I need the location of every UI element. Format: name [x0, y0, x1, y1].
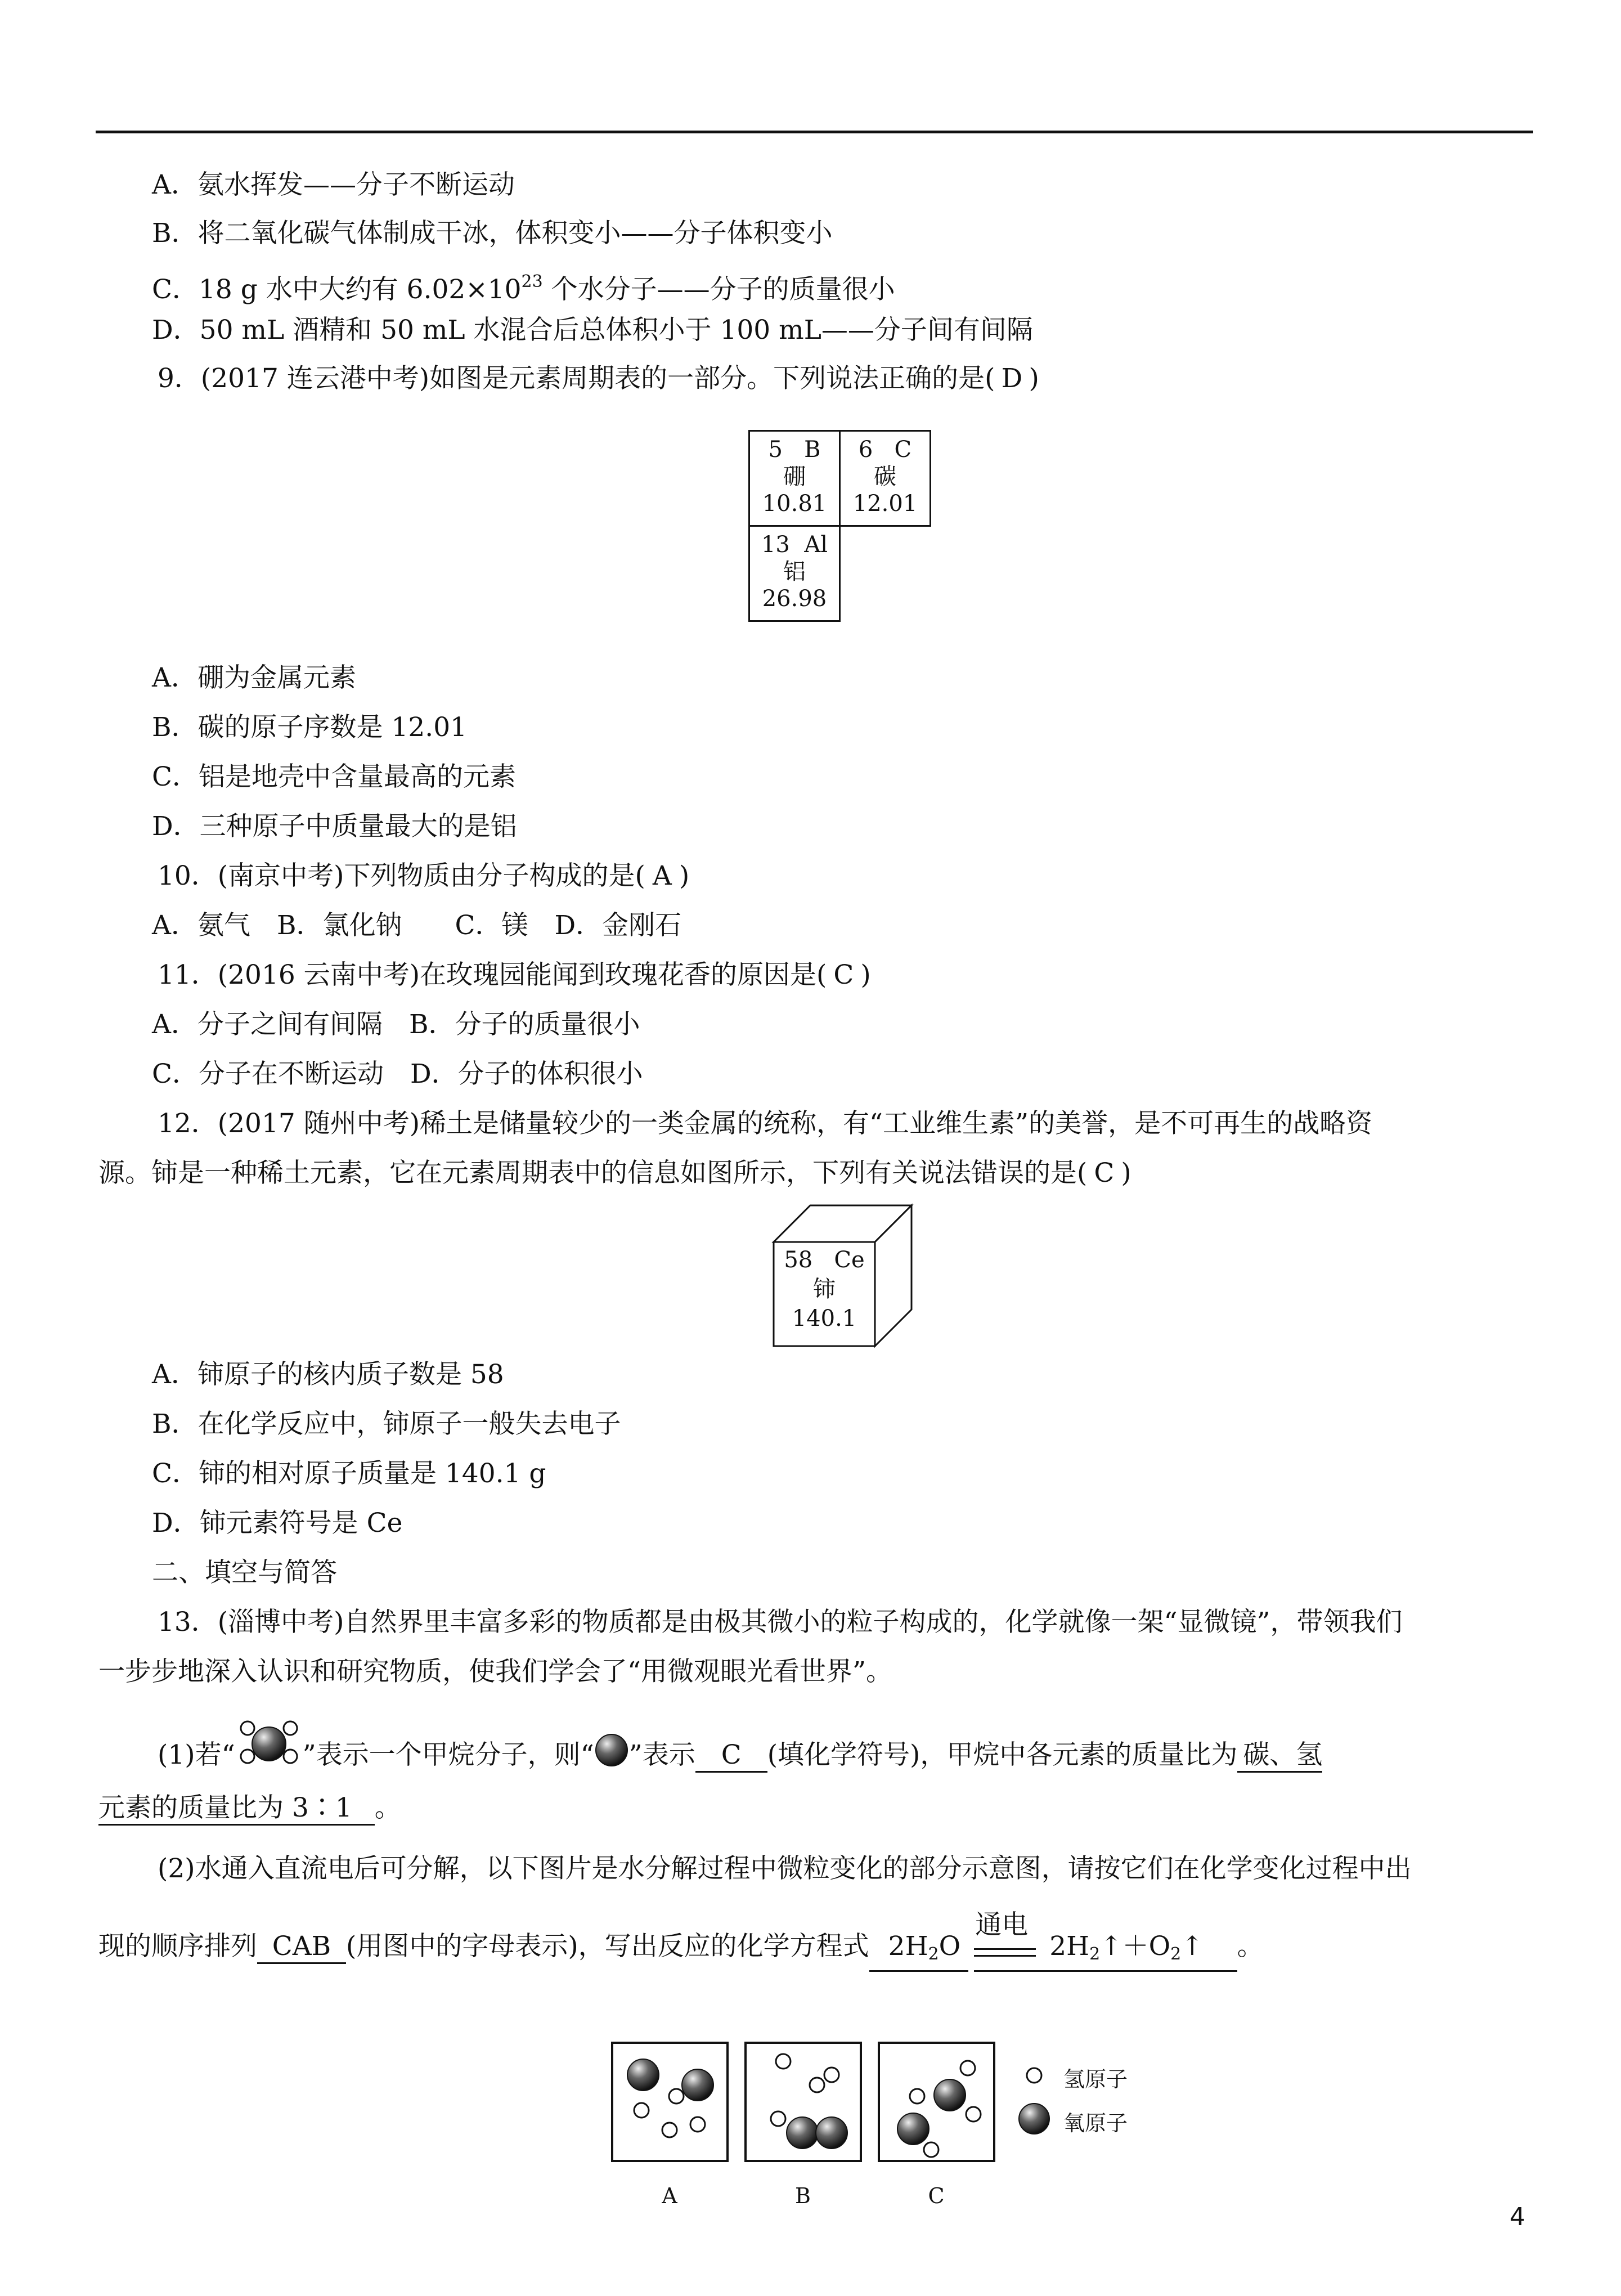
q8-option-c: C．18 g 水中大约有 $6.02\times 10^{23}$ 个水分子——分子的质量很小 — [152, 272, 895, 305]
methane-molecule-icon — [235, 1743, 303, 1771]
oxygen-atom-legend-icon — [1019, 2104, 1049, 2134]
page-number: 4 — [1510, 2203, 1525, 2231]
legend-hydrogen: 氢原子 — [1063, 2067, 1128, 2092]
q13-part2-line2: 现的顺序排列 CAB (用图中的字母表示)，写出反应的化学方程式 $2H_2O$ 通电 $2H_2↑+O_2↑$ 。 — [98, 1929, 1264, 1972]
q12-answer: C — [1094, 1158, 1115, 1189]
box-label-b: B — [795, 2183, 811, 2208]
carbon-atom-icon — [594, 1743, 629, 1771]
q13-part2-line1: (2)水通入直流电后可分解，以下图片是水分解过程中微粒变化的部分示意图，请按它们在化学变化过程中出 — [158, 1853, 1412, 1884]
q12-option-a: A．铈原子的核内质子数是 58 — [152, 1359, 504, 1390]
q9-stem: 9．(2017 连云港中考)如图是元素周期表的一部分。下列说法正确的是( D ) — [158, 361, 1039, 396]
q10-answer: A — [652, 860, 672, 891]
q9-option-a: A．硼为金属元素 — [152, 662, 356, 693]
q11-options-ab: A．分子之间有间隔 B．分子的质量很小 — [152, 1009, 640, 1040]
q12-stem-line1: 12．(2017 随州中考)稀土是储量较少的一类金属的统称，有“工业维生素”的美誉，是不可再生的战略资 — [158, 1108, 1373, 1139]
q10-stem: 10．(南京中考)下列物质由分子构成的是( A ) — [158, 859, 689, 894]
q13-stem-line1: 13．(淄博中考)自然界里丰富多彩的物质都是由极其微小的粒子构成的，化学就像一架“显微镜”，带领我们 — [158, 1607, 1403, 1638]
q9-answer: D — [1001, 363, 1023, 394]
q13-answer-order: CAB — [257, 1931, 346, 1964]
element-cell-carbon: 6 C 碳 12.01 — [839, 430, 931, 527]
section-heading: 二、填空与简答 — [152, 1557, 337, 1588]
q13-answer-2b: 元素的质量比为 3∶1 — [98, 1792, 375, 1826]
equation-condition: 通电 — [968, 1940, 1047, 1972]
q13-answer-1: C — [695, 1739, 767, 1773]
cerium-element-cube — [771, 1203, 923, 1351]
q9-option-d: D．三种原子中质量最大的是铝 — [152, 811, 517, 842]
q11-options-cd: C．分子在不断运动 D．分子的体积很小 — [152, 1059, 643, 1089]
q13-stem-line2: 一步步地深入认识和研究物质，使我们学会了“用微观眼光看世界”。 — [98, 1656, 893, 1687]
q11-answer: C — [833, 959, 854, 990]
q13-answer-2a: 碳、氢 — [1237, 1739, 1322, 1773]
box-label-c: C — [928, 2183, 945, 2208]
q10-options: A．氨气 B．氯化钠 C．镁 D．金刚石 — [152, 910, 682, 941]
water-decomposition-diagram — [608, 2034, 1170, 2164]
q8-option-a: A．氨水挥发——分子不断运动 — [152, 169, 515, 200]
q12-option-b: B．在化学反应中，铈原子一般失去电子 — [152, 1409, 621, 1440]
q11-stem: 11．(2016 云南中考)在玫瑰园能闻到玫瑰花香的原因是( C ) — [158, 958, 871, 993]
q9-option-b: B．碳的原子序数是 12.01 — [152, 712, 468, 743]
equation-right: $2H_2↑+O_2↑$ — [1047, 1931, 1237, 1972]
element-cell-boron: 5 B 硼 10.81 — [748, 430, 841, 527]
legend-oxygen: 氧原子 — [1063, 2111, 1128, 2136]
element-cell-aluminum: 13 Al 铝 26.98 — [748, 525, 841, 622]
diagram-box-a — [612, 2043, 728, 2161]
header-rule — [96, 131, 1533, 133]
q13-part1-line2: 元素的质量比为 3∶1 。 — [98, 1791, 401, 1826]
q12-option-d: D．铈元素符号是 Ce — [152, 1508, 403, 1539]
cerium-cell-text: 58 Ce 铈 140.1 — [784, 1247, 865, 1331]
q8-option-d: D．50 mL 酒精和 50 mL 水混合后总体积小于 100 mL——分子间有间隔 — [152, 315, 1033, 346]
equation-left: $2H_2O$ — [869, 1931, 969, 1972]
q12-stem-line2: 源。铈是一种稀土元素，它在元素周期表中的信息如图所示，下列有关说法错误的是( C ) — [98, 1156, 1131, 1191]
q8-option-b: B．将二氧化碳气体制成干冰，体积变小——分子体积变小 — [152, 218, 833, 249]
hydrogen-atom-legend-icon — [1027, 2068, 1041, 2083]
q13-part1-line1: (1)若“ ”表示一个甲烷分子，则“ ”表示 C (填化学符号)，甲烷中各元素的质量比为 碳、氢 — [158, 1738, 1322, 1773]
q9-option-c: C．铝是地壳中含量最高的元素 — [152, 761, 516, 792]
box-label-a: A — [662, 2183, 677, 2208]
q12-option-c: C．铈的相对原子质量是 140.1 g — [152, 1458, 546, 1489]
